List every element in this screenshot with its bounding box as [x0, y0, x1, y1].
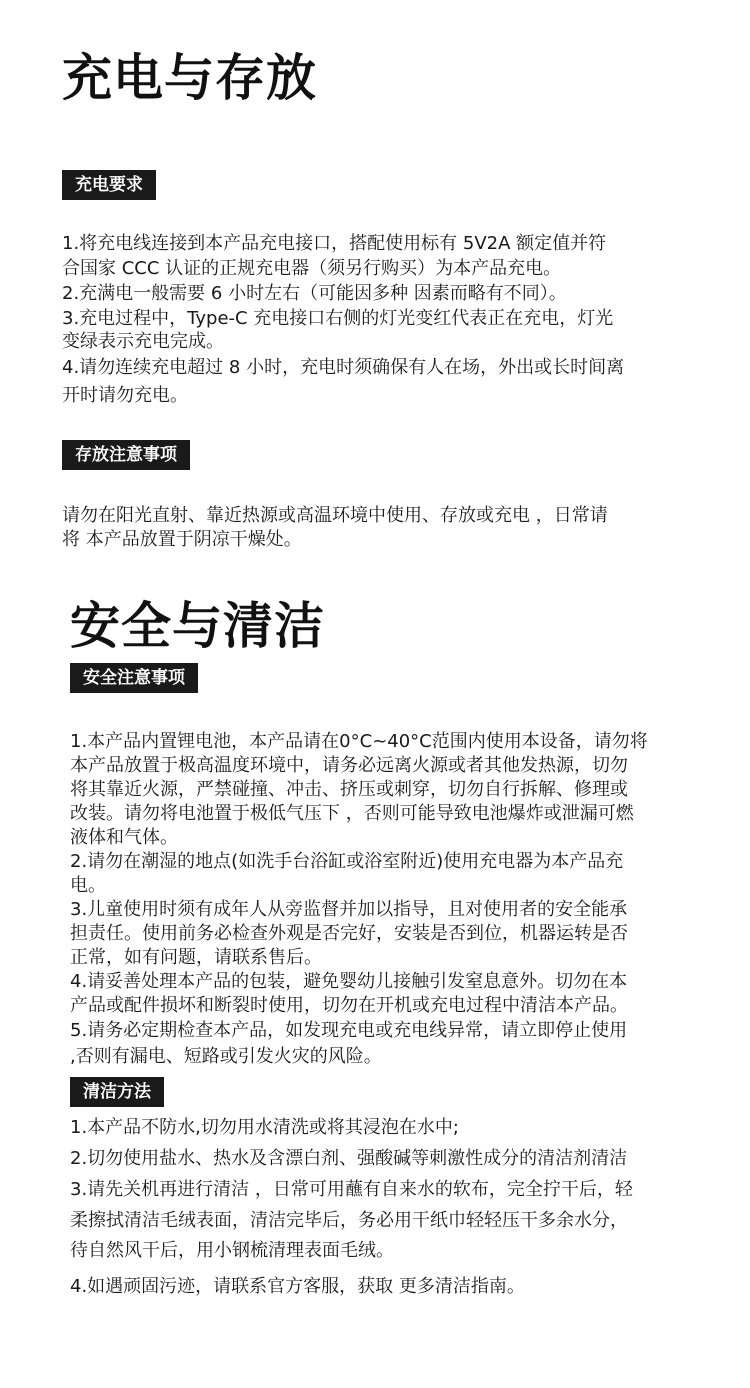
text-line: 4.如遇顽固污迹，请联系官方客服，获取 更多清洁指南。	[70, 1276, 525, 1297]
text-line: 正常，如有问题，请联系售后。	[70, 947, 322, 968]
text-line: 担责任。使用前务必检查外观是否完好，安装是否到位，机器运转是否	[70, 923, 628, 944]
text-line: 4.请勿连续充电超过 8 小时，充电时须确保有人在场，外出或长时间离	[62, 357, 625, 378]
text-line: 4.请妥善处理本产品的包装，避免婴幼儿接触引发窒息意外。切勿在本	[70, 971, 628, 992]
text-line: 变绿表示充电完成。	[62, 331, 224, 352]
text-line: 电。	[70, 875, 106, 896]
text-line: 请勿在阳光直射、靠近热源或高温环境中使用、存放或充电 ，日常请	[62, 505, 608, 526]
storage-notes-tag: 存放注意事项	[62, 440, 190, 470]
section-title-safety-cleaning: 安全与清洁	[70, 597, 325, 655]
text-line: 合国家 CCC 认证的正规充电器（须另行购买）为本产品充电。	[62, 258, 562, 279]
text-line: 1.本产品内置锂电池，本产品请在0°C~40°C范围内使用本设备，请勿将	[70, 731, 648, 752]
text-line: 1.将充电线连接到本产品充电接口，搭配使用标有 5V2A 额定值并符	[62, 233, 607, 254]
text-line: 开时请勿充电。	[62, 385, 188, 406]
text-line: 3.充电过程中，Type-C 充电接口右侧的灯光变红代表正在充电，灯光	[62, 308, 614, 329]
text-line: 2.请勿在潮湿的地点(如洗手台浴缸或浴室附近)使用充电器为本产品充	[70, 851, 624, 872]
text-line: 将 本产品放置于阴凉干燥处。	[62, 529, 302, 550]
text-line: 产品或配件损坏和断裂时使用，切勿在开机或充电过程中清洁本产品。	[70, 995, 628, 1016]
text-line: 2.充满电一般需要 6 小时左右（可能因多种 因素而略有不同）。	[62, 283, 567, 304]
text-line: 5.请务必定期检查本产品，如发现充电或充电线异常，请立即停止使用	[70, 1020, 628, 1041]
safety-notes-tag: 安全注意事项	[70, 663, 198, 693]
text-line: 1.本产品不防水,切勿用水清洗或将其浸泡在水中;	[70, 1117, 459, 1138]
text-line: 待自然风干后，用小钢梳清理表面毛绒。	[70, 1240, 394, 1261]
text-line: 将其靠近火源，严禁碰撞、冲击、挤压或刺穿，切勿自行拆解、修理或	[70, 779, 628, 800]
text-line: 柔擦拭清洁毛绒表面，清洁完毕后，务必用干纸巾轻轻压干多余水分，	[70, 1210, 628, 1231]
text-line: ,否则有漏电、短路或引发火灾的风险。	[70, 1046, 382, 1067]
text-line: 3.请先关机再进行清洁 ，日常可用蘸有自来水的软布，完全拧干后，轻	[70, 1179, 633, 1200]
text-line: 本产品放置于极高温度环境中，请务必远离火源或者其他发热源，切勿	[70, 755, 628, 776]
text-line: 3.儿童使用时须有成年人从旁监督并加以指导，且对使用者的安全能承	[70, 899, 628, 920]
charging-requirements-tag: 充电要求	[62, 170, 156, 200]
text-line: 2.切勿使用盐水、热水及含漂白剂、强酸碱等刺激性成分的清洁剂清洁	[70, 1148, 628, 1169]
cleaning-method-tag: 清洁方法	[70, 1077, 164, 1107]
text-line: 改装。请勿将电池置于极低气压下 ，否则可能导致电池爆炸或泄漏可燃	[70, 803, 634, 824]
text-line: 液体和气体。	[70, 827, 178, 848]
section-title-charging-storage: 充电与存放	[62, 49, 317, 107]
